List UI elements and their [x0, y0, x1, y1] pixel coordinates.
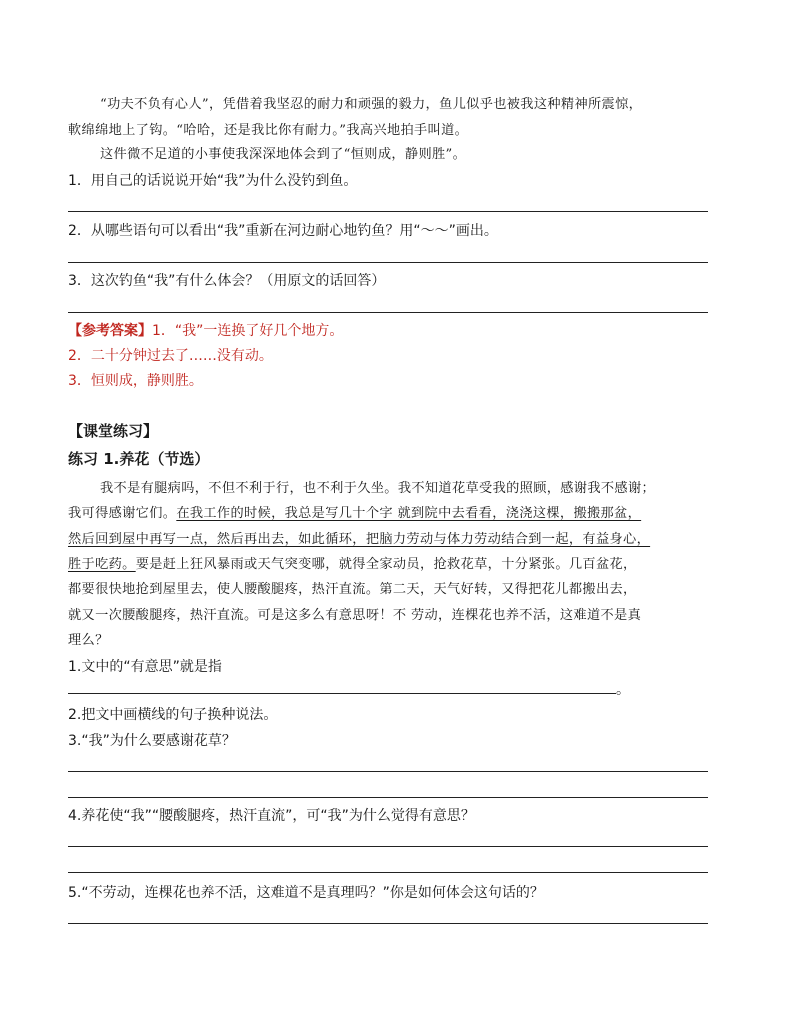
flower-question-1: 1.文中的“有意思”就是指 — [68, 659, 222, 675]
answer-line-flower-q5[interactable] — [68, 923, 708, 924]
flower-passage-line-1: 我不是有腿病吗，不但不利于行，也不利于久坐。我不知道花草受我的照顾，感谢我不感谢； — [100, 481, 656, 496]
answer-1-row — [68, 321, 343, 341]
question-3: 3．这次钓鱼“我”有什么体会？（用原文的话回答） — [68, 273, 386, 289]
answer-3: 3．恒则成，静则胜。 — [68, 373, 203, 389]
flower-passage-line-5: 都要很快地抢到屋里去，使人腰酸腿疼，热汗直流。第二天，天气好转，又得把花儿都搬出去， — [68, 582, 637, 597]
answer-line-flower-q4-a[interactable] — [68, 846, 708, 847]
flower-passage-line-6: 就又一次腰酸腿疼，热汗直流。可是这多么有意思呀！不 劳动，连棵花也养不活，这难道不是真 — [68, 608, 642, 623]
exercise-title: 练习 1.养花（节选） — [68, 450, 210, 468]
answer-line-flower-q1[interactable] — [68, 693, 616, 694]
flower-question-2: 2.把文中画横线的句子换种说法。 — [68, 707, 278, 723]
question-2: 2．从哪些语句可以看出“我”重新在河边耐心地钓鱼？用“～～”画出。 — [68, 223, 498, 239]
flower-question-4: 4.养花使“我”“腰酸腿疼，热汗直流”，可“我”为什么觉得有意思？ — [68, 808, 475, 824]
answer-line-flower-q3-a[interactable] — [68, 771, 708, 772]
flower-question-3: 3.“我”为什么要感谢花草？ — [68, 733, 236, 749]
flower-passage-line-2-plain: 我可得感谢它们。 — [68, 506, 177, 521]
section-title: 【课堂练习】 — [68, 422, 159, 440]
flower-question-5: 5.“不劳动，连棵花也养不活，这难道不是真理吗？”你是如何体会这句话的？ — [68, 885, 544, 901]
answer-label: 【参考答案】 — [68, 323, 152, 339]
flower-passage-line-3 — [68, 530, 650, 550]
answer-line-q2[interactable] — [68, 262, 708, 263]
answer-line-q1[interactable] — [68, 211, 708, 212]
flower-passage-line-2 — [68, 504, 641, 524]
answer-line-q3[interactable] — [68, 312, 708, 313]
underlined-sentence-part-1: 在我工作的时候，我总是写几十个字 就到院中去看看，浇浇这棵，搬搬那盆， — [176, 506, 642, 521]
answer-line-flower-q3-b[interactable] — [68, 797, 708, 798]
answer-line-flower-q4-b[interactable] — [68, 872, 708, 873]
flower-question-1-end: 。 — [616, 682, 630, 698]
answer-2: 2．二十分钟过去了……没有动。 — [68, 348, 273, 364]
question-1: 1．用自己的话说说开始“我”为什么没钓到鱼。 — [68, 173, 358, 189]
passage-paragraph-1-line-2: 軟绵绵地上了钩。“哈哈，还是我比你有耐力。”我高兴地拍手叫道。 — [68, 123, 469, 138]
flower-passage-line-7: 理么？ — [68, 633, 109, 648]
underlined-sentence-part-2: 然后回到屋中再写一点，然后再出去，如此循环，把脑力劳动与体力劳动结合到一起，有益身心， — [68, 532, 651, 547]
passage-paragraph-2-line-1: 这件微不足道的小事使我深深地体会到了“恒则成，静则胜”。 — [100, 147, 467, 162]
flower-passage-line-4 — [68, 555, 637, 575]
underlined-sentence-part-3: 胜于吃药。 — [68, 557, 136, 572]
passage-paragraph-1-line-1: “功夫不负有心人”，凭借着我坚忍的耐力和顽强的毅力，鱼儿似乎也被我这种精神所震惊， — [100, 97, 643, 112]
flower-passage-line-4-plain: 要是赶上狂风暴雨或天气突变哪，就得全家动员，抢救花草，十分紧张。几百盆花， — [135, 557, 637, 572]
answer-1: 1．“我”一连换了好几个地方。 — [152, 323, 344, 339]
